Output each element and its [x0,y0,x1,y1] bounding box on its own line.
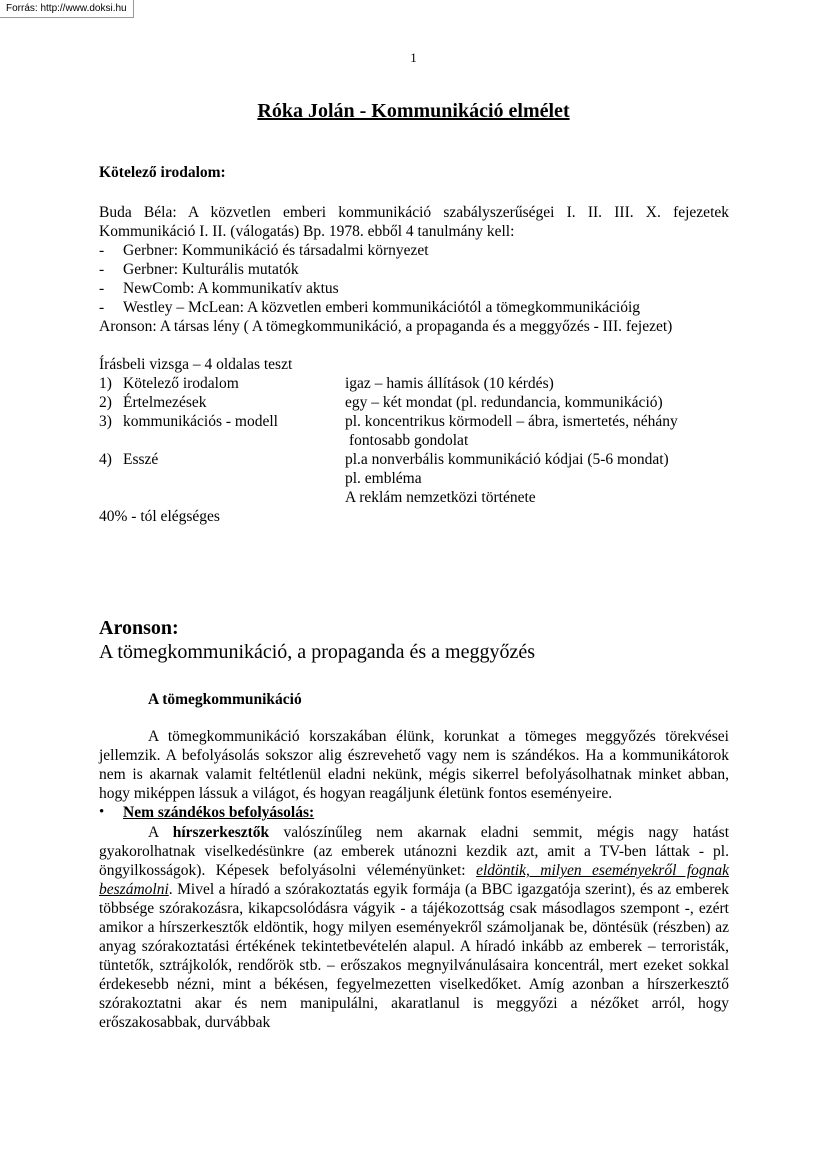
exam-row-4: 4) Esszé pl.a nonverbális kommunikáció kódjai (5-6 mondat) [99,451,669,468]
source-label[interactable]: Forrás: http://www.doksi.hu [0,0,134,18]
page-title: Róka Jolán - Kommunikáció elmélet [257,100,570,122]
exam-row-4-extra: A reklám nemzetközi története [345,489,536,506]
body-text [99,727,729,1032]
exam-section [99,355,729,526]
literature-section [99,163,729,182]
exam-row-3: 3) kommunikációs - modell pl. koncentrikus körmodell – ábra, ismertetés, néhány [99,413,678,430]
exam-row-3-cont: fontosabb gondolat [349,432,469,449]
subsection-block [148,690,548,709]
subsection-heading: A tömegkommunikáció [148,691,302,708]
emphasis-italic: eldöntik, milyen eseményekről fognak beszámolni [99,862,730,898]
exam-row-4-extra: pl. embléma [345,470,422,487]
literature-item: - Gerbner: Kulturális mutatók [99,261,299,278]
literature-item: - Gerbner: Kommunikáció és társadalmi környezet [99,242,429,259]
page-number: 1 [410,50,417,65]
exam-heading: Írásbeli vizsga – 4 oldalas teszt [99,356,293,373]
section-heading: Aronson: [99,617,179,639]
literature-heading: Kötelező irodalom: [99,164,226,181]
section-subheading: A tömegkommunikáció, a propaganda és a meggyőzés [99,641,535,663]
literature-buda-line1: Buda Béla: A közvetlen emberi kommunikáció szabályszerűségei I. II. III. X. fejezetek [99,204,729,221]
bullet-icon: • [99,804,105,820]
news-paragraph: A hírszerkesztők valószínűleg nem akarnak eladni semmit, mégis nagy hatást gyakorolhatnak viselkedésünkre (az emberek utánozni kezdik azt, amit a TV-ben láttak - pl. öngyilkosságok). Képesek befolyásolni véleményünket: eldöntik, milyen eseményekről fognak beszámolni. Mivel a híradó a szórakoztatás egyik formája (a BBC igazgatója szerint), és az emberek többsége szórakozásra, kikapcsolódásra vágyik - a tájékozottság csak másodlagos szempont -, ezért amikor a hírszerkesztők eldöntik, hogy milyen eseményekről számoljanak be, döntésük (részben) az anyag szórakoztatási értékének tekintetbevételén alapul. A híradó inkább az emberek – terroristák, tüntetők, sztrájkolók, rendőrök stb. – erőszakos megnyilvánulásaira koncentrál, mert ezeket sokkal érdekesebb nézni, mint a békésen, fegyelmezetten viselkedőket. Amíg azonban a hírszerkesztő szórakoztatni akar és nem manipulálni, akaratlanul is meggyőzi a nézőket arról, hogy erőszakosabbak, durvábbak [99,824,730,1031]
aronson-section [99,616,729,664]
bullet-item: • Nem szándékos befolyásolás: [99,804,315,821]
literature-aronson: Aronson: A társas lény ( A tömegkommunikáció, a propaganda és a meggyőzés - III. fejezet) [99,318,673,335]
literature-list [99,203,729,336]
literature-item: - NewComb: A kommunikatív aktus [99,280,339,297]
emphasis-bold: hírszerkesztők [172,824,270,841]
exam-row-2: 2) Értelmezések egy – két mondat (pl. redundancia, kommunikáció) [99,394,663,411]
intro-paragraph: A tömegkommunikáció korszakában élünk, korunkat a tömeges meggyőzés törekvései jellemzik. A befolyásolás sokszor alig észrevehető vagy nem is szándékos. Ha a kommunikátorok nem is akarnak valamit feltétlenül eladni nekünk, mégis sikerrel befolyásolhatnak minket abban, hogy miképpen lássuk a világot, és hogyan reagáljunk életünk fontos eseményeire. [99,728,729,802]
literature-buda-line2: Kommunikáció I. II. (válogatás) Bp. 1978. ebből 4 tanulmány kell: [99,223,515,240]
exam-row-1: 1) Kötelező irodalom igaz – hamis állítások (10 kérdés) [99,375,554,392]
exam-pass: 40% - tól elégséges [99,508,220,525]
literature-item: - Westley – McLean: A közvetlen emberi kommunikációtól a tömegkommunikációig [99,299,641,316]
